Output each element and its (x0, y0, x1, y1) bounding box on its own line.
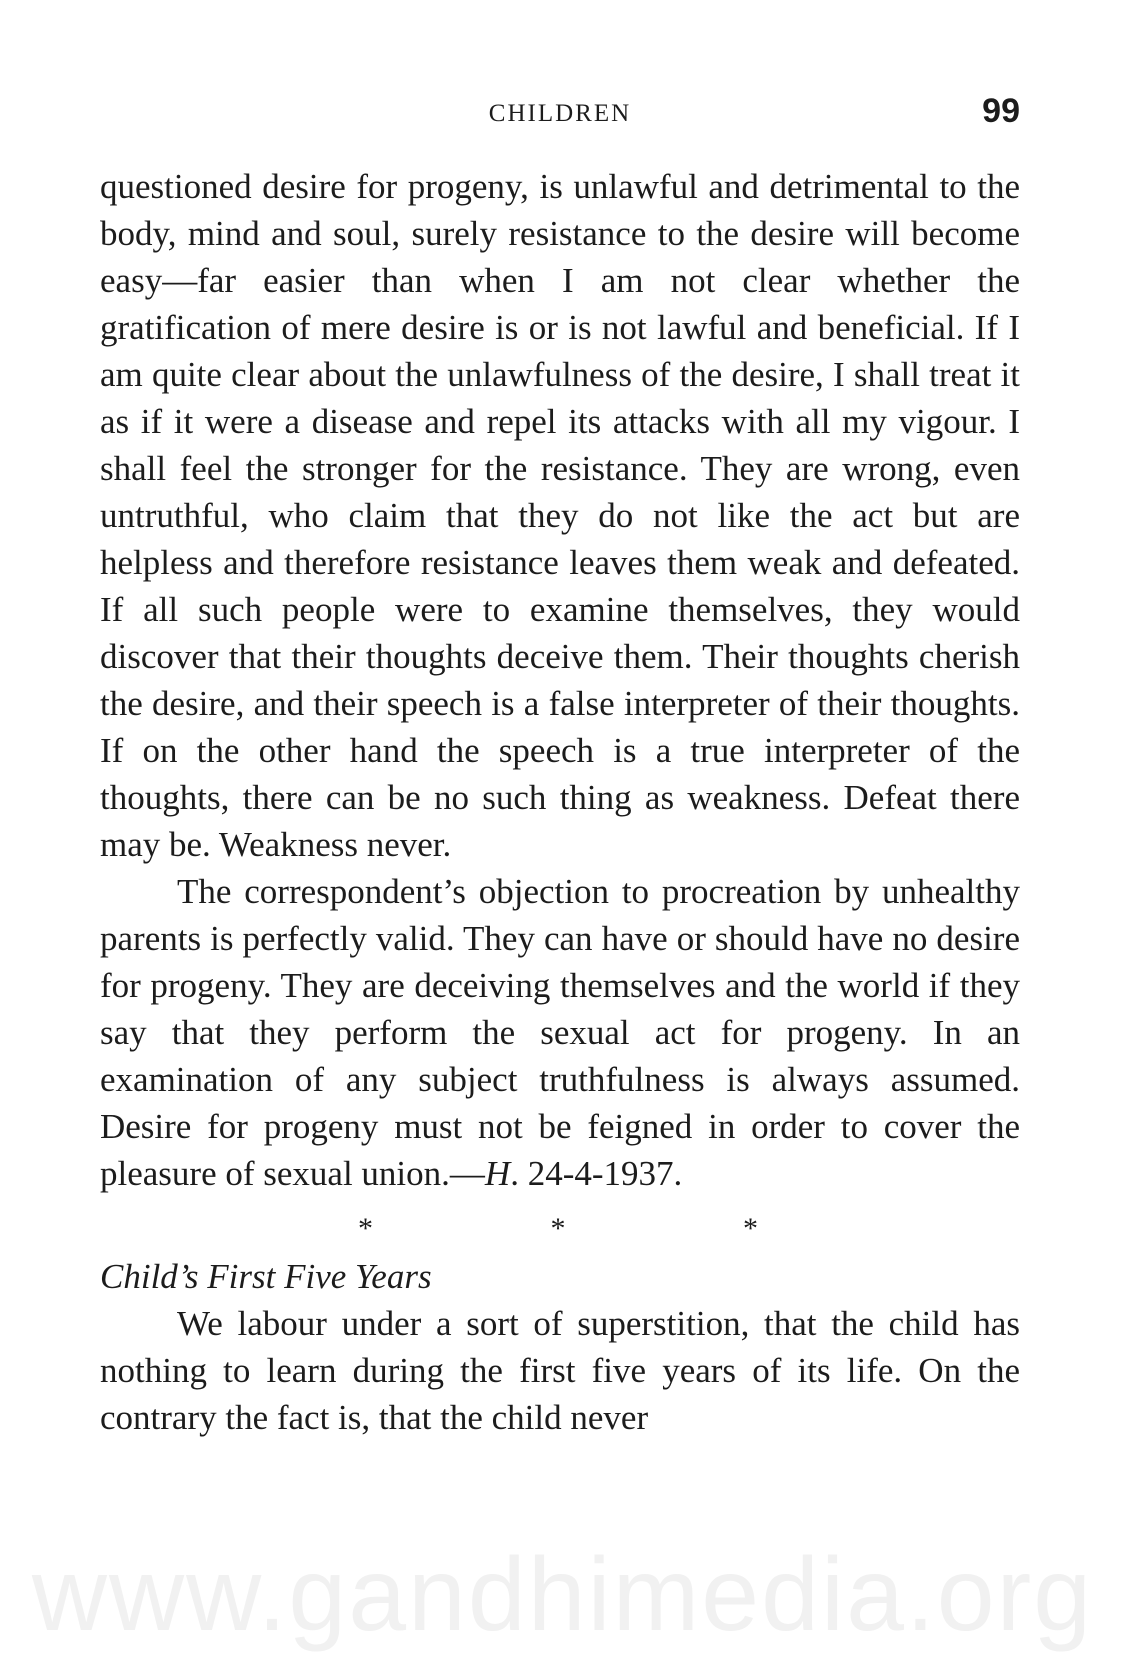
citation-date: . 24-4-1937. (510, 1154, 683, 1193)
asterisk: * (358, 1212, 373, 1245)
section-heading: Child’s First Five Years (100, 1257, 432, 1296)
watermark: www.gandhimedia.org (31, 1537, 1094, 1653)
paragraph-text: The correspondent’s objection to procreation by unhealthy parents is perfectly valid. They can have or should have no desire for progeny. They are deceiving themselves and the world if they say that they perform the sexual act for progeny. In an examination of any subject truthfulness is always assumed. Desire for progeny must not be feigned in order to cover the pleasure of sexual union.— (100, 872, 1020, 1193)
paragraph-continued: questioned desire for progeny, is unlawful and detrimental to the body, mind and soul, surely resistance to the desire will become easy—far easier than when I am not clear whether the gratification of mere desire is or is not lawful and beneficial. If I am quite clear about the unlawfulness of the desire, I shall treat it as if it were a disease and repel its attacks with all my vigour. I shall feel the stronger for the resistance. They are wrong, even untruthful, who claim that they do not like the act but are helpless and therefore resistance leaves them weak and defeated. If all such people were to examine themselves, they would discover that their thoughts deceive them. Their thoughts cherish the desire, and their speech is a false interpreter of their thoughts. If on the other hand the speech is a true interpreter of the thoughts, there can be no such thing as weakness. Defeat there may be. Weakness never. (100, 167, 1020, 864)
asterisk: * (743, 1212, 758, 1245)
asterisk: * (550, 1212, 566, 1245)
body-text (100, 163, 1020, 1441)
section-separator (358, 1205, 758, 1253)
citation-source: H (484, 1154, 511, 1193)
paragraph-correspondent (100, 868, 1020, 1197)
page-number: 99 (982, 92, 1020, 130)
running-title: CHILDREN (488, 100, 632, 127)
running-head (100, 92, 1020, 146)
section-paragraph: We labour under a sort of superstition, that the child has nothing to learn during the first five years of its life. On the contrary the fact is, that the child never (100, 1304, 1020, 1437)
